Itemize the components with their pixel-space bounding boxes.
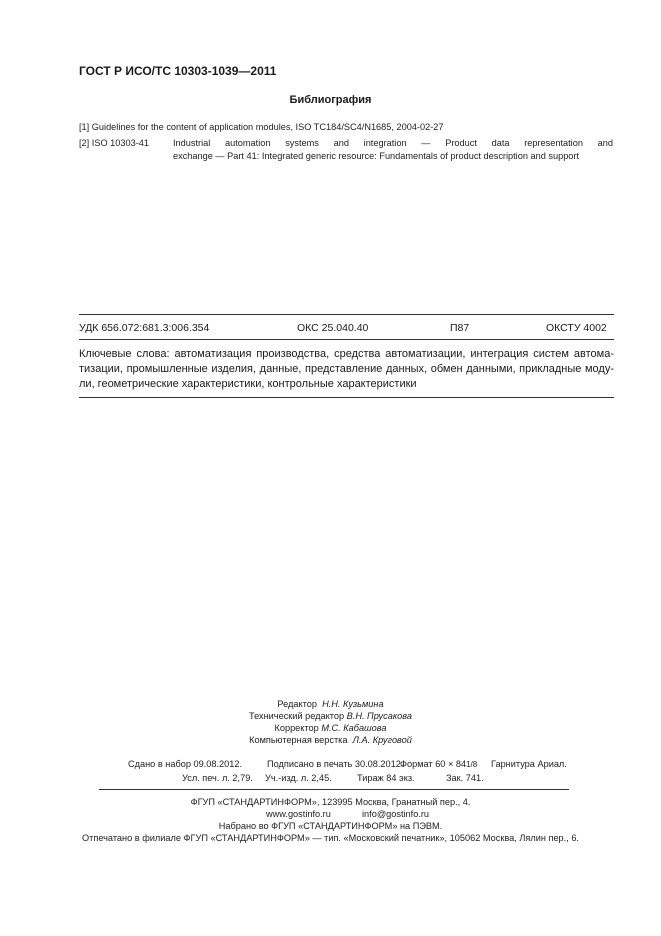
editor-credit [0,699,661,709]
p-code: П87 [450,322,470,334]
keywords-line-2: тизации, промышленные изделия, данные, представление данных, обмен данными, прикладные моду- [79,363,614,375]
bibliography-title: Библиография [289,94,372,106]
corrector-credit [0,723,661,733]
reference-2-line2: exchange — Part 41: Integrated generic resource: Fundamentals of product description and support [173,151,580,161]
uch-izd: Уч.-изд. л. 2,45. [265,773,332,783]
keywords-line-3: ли, геометрические характеристики, контрольные характеристики [79,378,417,390]
publisher-address: ФГУП «СТАНДАРТИНФОРМ», 123995 Москва, Гранатный пер., 4. [190,797,471,807]
tech-editor-credit [0,711,661,721]
typeset-location: Набрано во ФГУП «СТАНДАРТИНФОРМ» на ПЭВМ. [218,821,443,831]
format-fraction: 1/8 [466,760,478,770]
layout-label: Компьютерная верстка [249,735,348,745]
corrector-label: Корректор [274,723,319,733]
editor-label: Редактор [277,699,317,709]
keywords-paragraph [79,347,614,392]
format-label: Формат 60 × 84 [400,759,467,769]
tech-editor-name: В.Н. Прусакова [346,711,412,721]
publisher-email: info@gostinfo.ru [362,809,430,819]
layout-name: Л.А. Круговой [352,735,412,745]
editor-name: Н.Н. Кузьмина [322,699,384,709]
divider-bottom [79,397,614,398]
oks-code: ОКС 25.040.40 [297,322,369,334]
tech-editor-label: Технический редактор [249,711,345,721]
udk-code: УДК 656.072:681.3:006.354 [79,322,210,334]
tirazh: Тираж 84 экз. [357,773,415,783]
keywords-line-1: Ключевые слова: автоматизация производства, средства автоматизации, интеграция систем автома- [79,348,614,360]
format-info [400,759,477,769]
reference-1: [1] Guidelines for the content of application modules, ISO TC184/SC4/N1685, 2004-02-27 [79,122,444,132]
reference-2-label: [2] ISO 10303-41 [79,138,149,148]
reference-2-line1: Industrial automation systems and integration — Product data representation and [173,138,613,148]
layout-credit [0,735,661,745]
corrector-name: М.С. Кабашова [321,723,387,733]
document-header: ГОСТ Р ИСО/ТС 10303-1039—2011 [79,64,277,78]
print-location: Отпечатано в филиале ФГУП «СТАНДАРТИНФОРМ» — тип. «Московский печатник», 105062 Москва, Лялин пер., 6. [82,833,579,843]
imprint-divider [99,789,569,790]
okstu-code: ОКСТУ 4002 [546,322,607,334]
usl-pech: Усл. печ. л. 2,79. [182,773,253,783]
zak: Зак. 741. [446,773,484,783]
font-note: Гарнитура Ариал. [491,759,567,769]
typeset-date: Сдано в набор 09.08.2012. [128,759,243,769]
divider-middle [79,339,614,340]
print-date: Подписано в печать 30.08.2012. [267,759,404,769]
publisher-website: www.gostinfo.ru [266,809,331,819]
divider-top [79,314,614,315]
